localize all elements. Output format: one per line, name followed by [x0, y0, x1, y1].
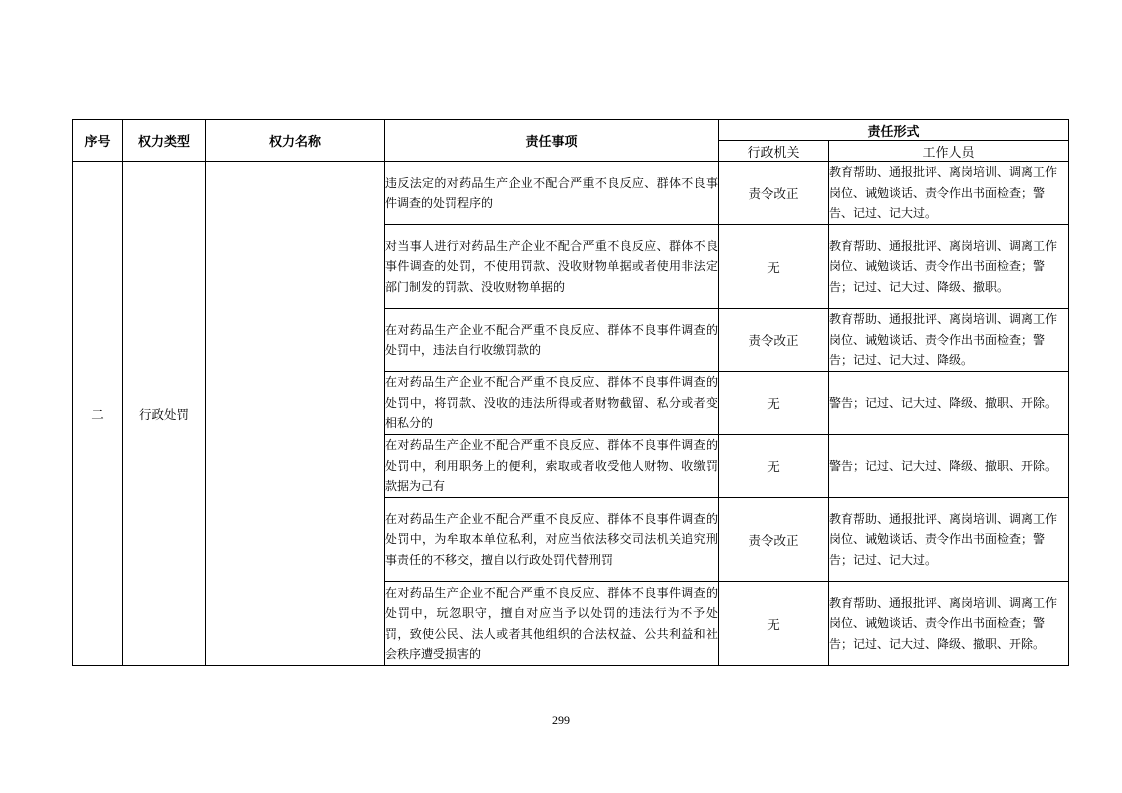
staff-cell: 教育帮助、通报批评、离岗培训、调离工作岗位、诫勉谈话、责令作出书面检查；警告；记过、记大过、降级、撤职、开除。: [829, 582, 1069, 666]
duty-cell: 在对药品生产企业不配合严重不良反应、群体不良事件调查的处罚中，违法自行收缴罚款的: [385, 309, 719, 372]
staff-cell: 教育帮助、通报批评、离岗培训、调离工作岗位、诫勉谈话、责令作出书面检查；警告；记过、记大过、降级。: [829, 309, 1069, 372]
page-number: 299: [552, 713, 570, 727]
duty-cell: 对当事人进行对药品生产企业不配合严重不良反应、群体不良事件调查的处罚，不使用罚款、没收财物单据或者使用非法定部门制发的罚款、没收财物单据的: [385, 225, 719, 309]
header-duty: 责任事项: [385, 120, 719, 162]
header-power-name: 权力名称: [206, 120, 385, 162]
header-seq: 序号: [73, 120, 123, 162]
staff-cell: 教育帮助、通报批评、离岗培训、调离工作岗位、诫勉谈话、责令作出书面检查；警告；记过、记大过。: [829, 498, 1069, 582]
admin-org-cell: 无: [719, 372, 829, 435]
duty-cell: 在对药品生产企业不配合严重不良反应、群体不良事件调查的处罚中，玩忽职守，擅自对应当予以处罚的违法行为不予处罚，致使公民、法人或者其他组织的合法权益、公共利益和社会秩序遭受损害的: [385, 582, 719, 666]
duty-cell: 在对药品生产企业不配合严重不良反应、群体不良事件调查的处罚中，将罚款、没收的违法所得或者财物截留、私分或者变相私分的: [385, 372, 719, 435]
header-admin-org: 行政机关: [719, 141, 829, 162]
duty-cell: 在对药品生产企业不配合严重不良反应、群体不良事件调查的处罚中，利用职务上的便利，索取或者收受他人财物、收缴罚款据为己有: [385, 435, 719, 498]
admin-org-cell: 无: [719, 435, 829, 498]
table-row: [73, 162, 1069, 225]
header-row-1: [73, 120, 1069, 141]
staff-cell: 警告；记过、记大过、降级、撤职、开除。: [829, 435, 1069, 498]
group-power-name: [206, 162, 385, 666]
group-power-type: 行政处罚: [123, 162, 206, 666]
duty-cell: 在对药品生产企业不配合严重不良反应、群体不良事件调查的处罚中，为牟取本单位私利，对应当依法移交司法机关追究刑事责任的不移交，擅自以行政处罚代替刑罚: [385, 498, 719, 582]
staff-cell: 教育帮助、通报批评、离岗培训、调离工作岗位、诫勉谈话、责令作出书面检查；警告、记过、记大过。: [829, 162, 1069, 225]
responsibility-table: [72, 119, 1069, 666]
admin-org-cell: 责令改正: [719, 309, 829, 372]
staff-cell: 警告；记过、记大过、降级、撤职、开除。: [829, 372, 1069, 435]
header-power-type: 权力类型: [123, 120, 206, 162]
admin-org-cell: 责令改正: [719, 498, 829, 582]
staff-cell: 教育帮助、通报批评、离岗培训、调离工作岗位、诫勉谈话、责令作出书面检查；警告；记过、记大过、降级、撤职。: [829, 225, 1069, 309]
admin-org-cell: 无: [719, 582, 829, 666]
header-responsibility-form: 责任形式: [719, 120, 1069, 141]
admin-org-cell: 责令改正: [719, 162, 829, 225]
admin-org-cell: 无: [719, 225, 829, 309]
duty-cell: 违反法定的对药品生产企业不配合严重不良反应、群体不良事件调查的处罚程序的: [385, 162, 719, 225]
header-staff: 工作人员: [829, 141, 1069, 162]
group-seq: 二: [73, 162, 123, 666]
